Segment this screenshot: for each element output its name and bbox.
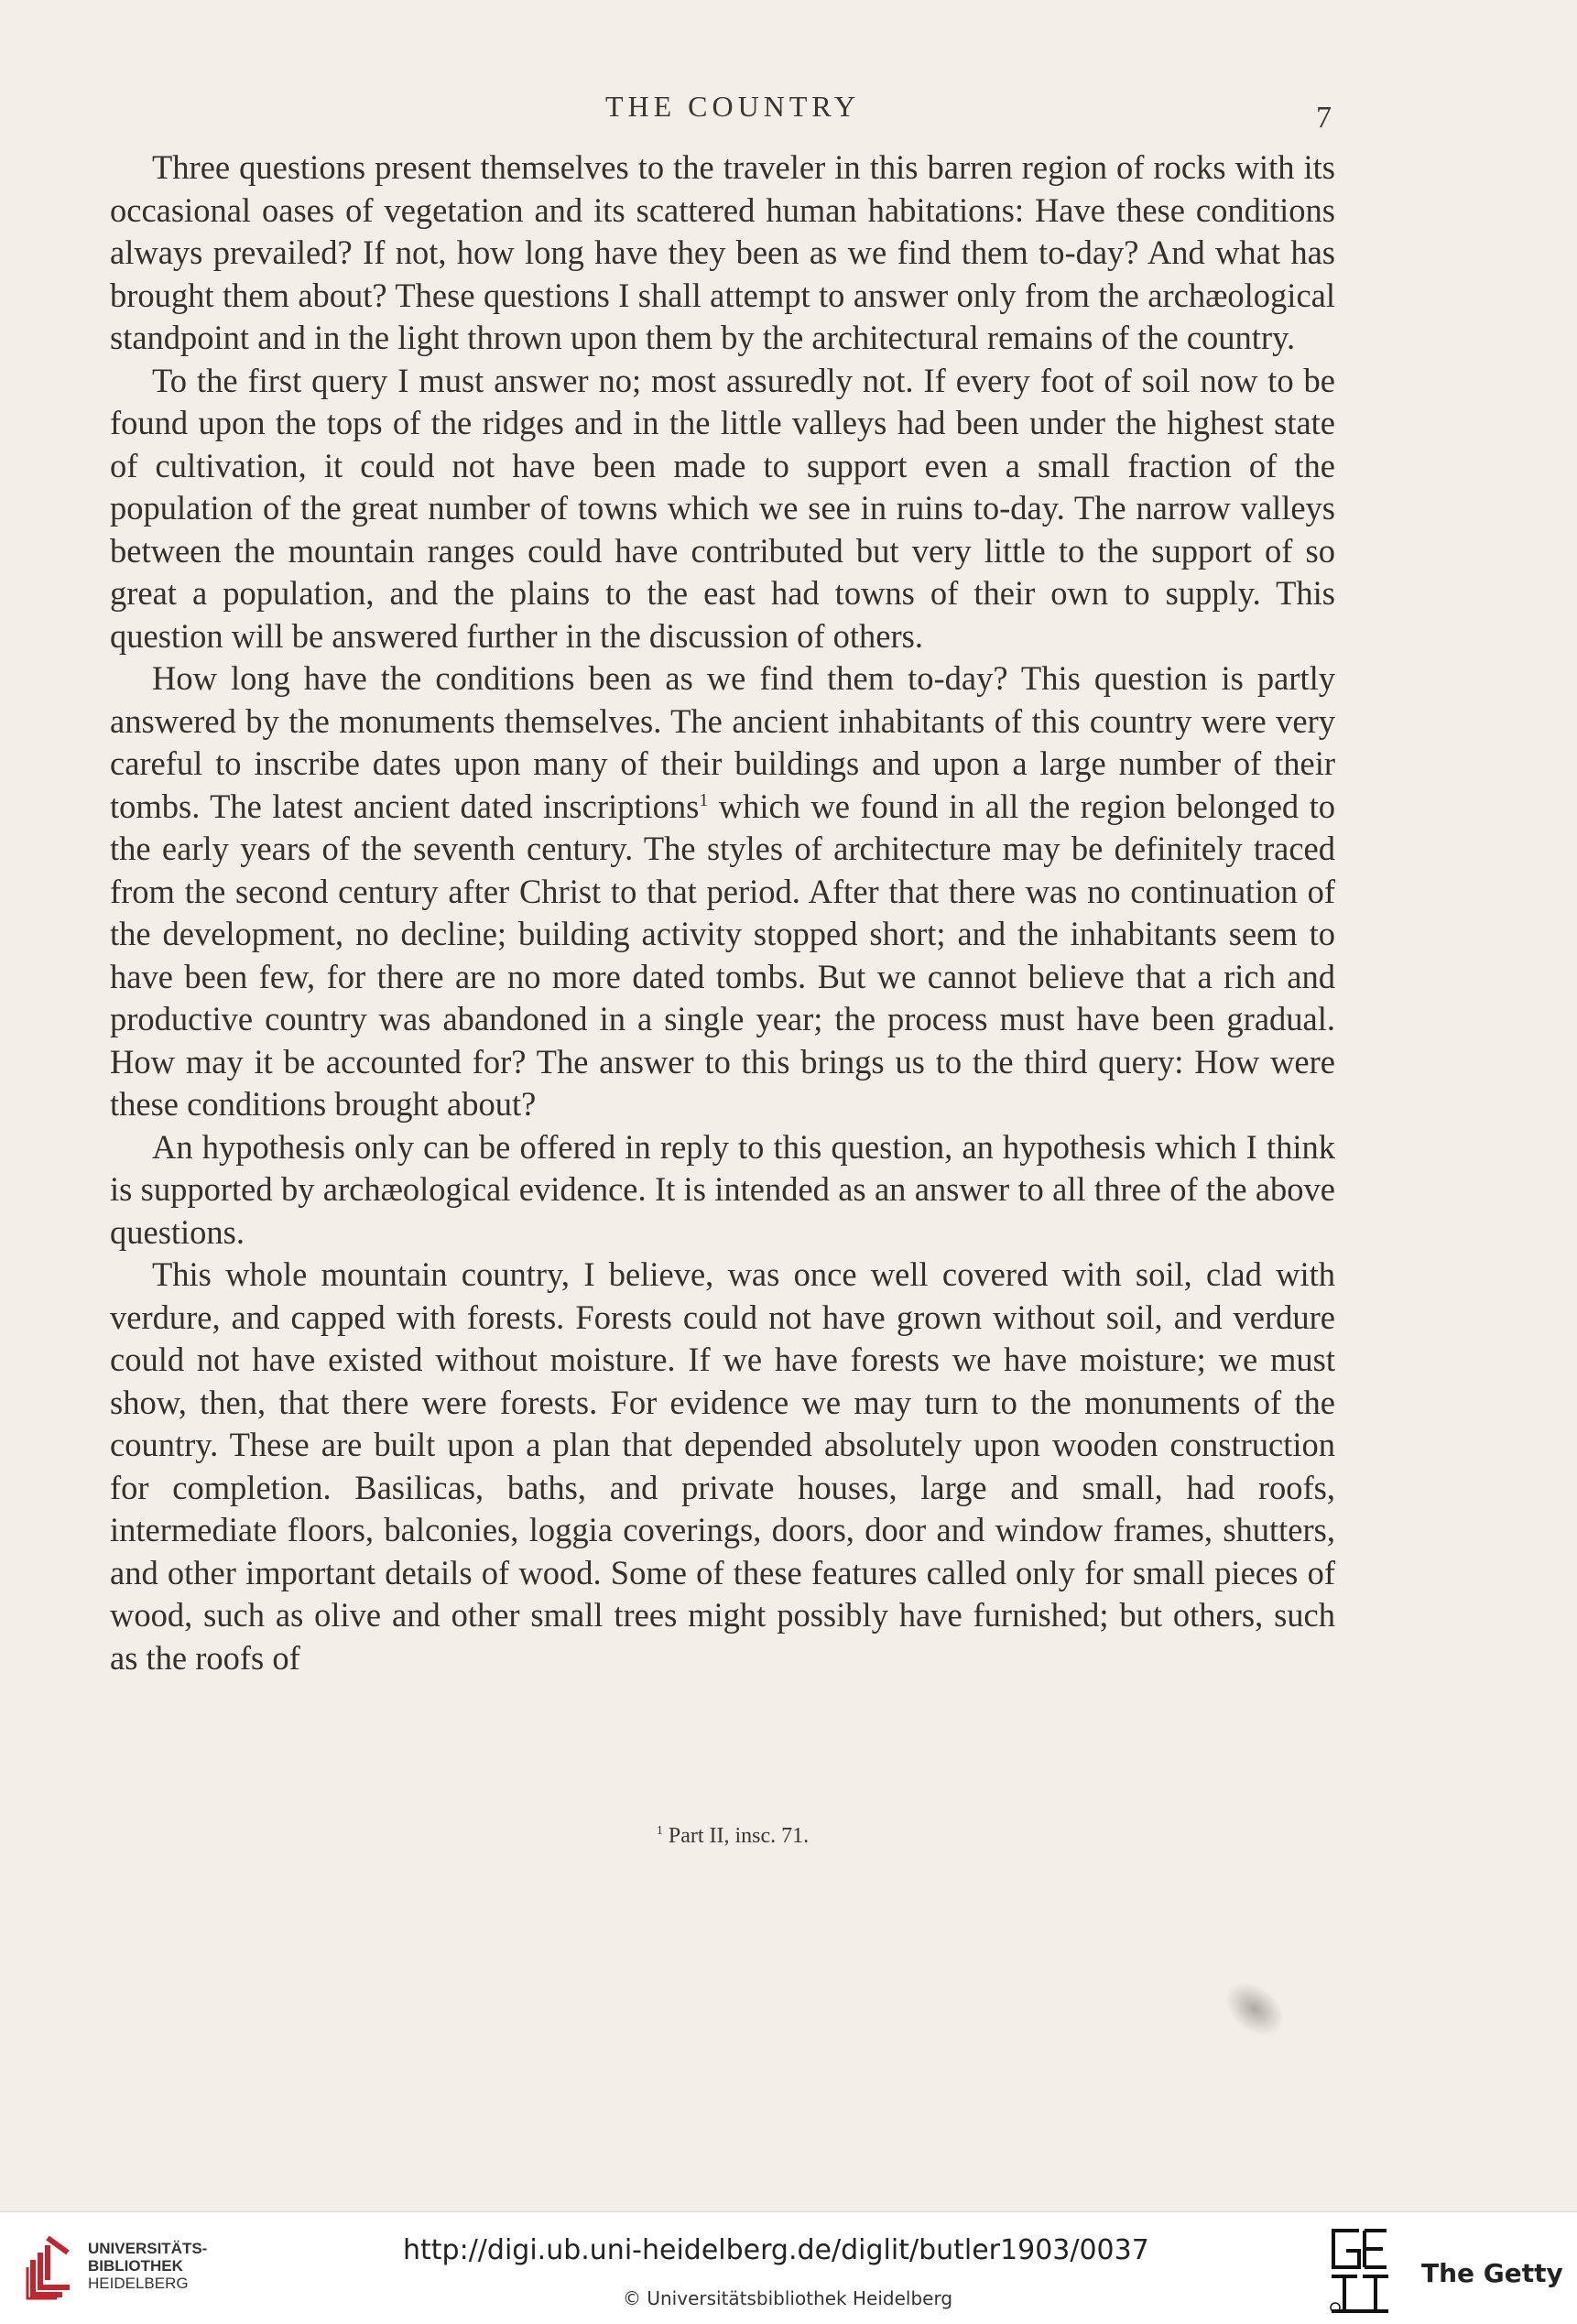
body-text bbox=[110, 147, 1335, 1679]
footnote-mark: 1 bbox=[656, 1824, 663, 1838]
copyright-notice: © Universitätsbibliothek Heidelberg bbox=[623, 2287, 953, 2309]
digitization-footer bbox=[0, 2211, 1577, 2324]
library-name bbox=[88, 2240, 207, 2292]
paragraph-5: This whole mountain country, I believe, was once well covered with soil, clad with verdure, and capped with forests. Forests could not have grown without soil, and verdure could not have existed without moisture. If we have forests we have moisture; we must show, then, that there were forests. For evidence we may turn to the monuments of the country. These are built upon a plan that depended absolutely upon wooden construction for completion. Basilicas, baths, and private houses, large and small, had roofs, intermediate floors, balconies, loggia coverings, doors, door and window frames, shutters, and other important details of wood. Some of these features called only for small pieces of wood, such as olive and other small trees might possibly have furnished; but others, such as the roofs of bbox=[110, 1255, 1335, 1677]
partner-name: The Getty bbox=[1421, 2258, 1563, 2288]
paragraph-3-part-a: How long have the conditions been as we find them to-day? This question is partly answered by the monuments themselves. The ancient inhabitants of this country were very careful to inscribe dates upon many of their buildings and upon a large number of their tombs. The latest ancient dated inscriptions bbox=[110, 659, 1335, 825]
paragraph-4: An hypothesis only can be offered in reply to this question, an hypothesis which I think is supported by archæological evidence. It is intended as an answer to all three of the above questions. bbox=[110, 1127, 1335, 1251]
paragraph-3 bbox=[110, 657, 1335, 1126]
paragraph-2: To the first query I must answer no; most assuredly not. If every foot of soil now to be found upon the tops of the ridges and in the little valleys had been under the highest state of cultivation, it could not have been made to support even a small fraction of the population of the great number of towns which we see in ruins to-day. The narrow valleys between the mountain ranges could have contributed but very little to the support of so great a population, and the plains to the east had towns of their own to supply. This question will be answered further in the discussion of others. bbox=[110, 361, 1335, 655]
library-name-line-1: UNIVERSITÄTS- bbox=[88, 2240, 208, 2257]
footnote bbox=[0, 1824, 1465, 1849]
permalink-link[interactable]: http://digi.ub.uni-heidelberg.de/diglit/butler1903/0037 bbox=[403, 2234, 1149, 2266]
paragraph-1: Three questions present themselves to the traveler in this barren region of rocks with its occasional oases of vegetation and its scattered human habitations: Have these conditions always prevailed? If not, how long have they been as we find them to-day? And what has brought them about? These questions I shall attempt to answer only from the archæological standpoint and in the light thrown upon them by the architectural remains of the country. bbox=[110, 148, 1335, 356]
library-name-line-3: HEIDELBERG bbox=[88, 2275, 189, 2292]
getty-mark-icon[interactable] bbox=[1328, 2227, 1392, 2317]
running-head: THE COUNTRY bbox=[604, 90, 861, 123]
paragraph-3-part-b: which we found in all the region belonged to the early years of the seventh century. The styles of architecture may be definitely traced from the second century after Christ to that period. After that there was no continuation of the development, no decline; building activity stopped short; and the inhabitants seem to have been few, for there are no more dated tombs. But we cannot believe that a rich and productive country was abandoned in a single year; the process must have been gradual. How may it be accounted for? The answer to this brings us to the third query: How were these conditions brought about? bbox=[110, 787, 1335, 1123]
footnote-reference[interactable]: 1 bbox=[699, 789, 709, 810]
library-name-line-2: BIBLIOTHEK bbox=[88, 2257, 183, 2275]
paper-smudge bbox=[1216, 1972, 1294, 2047]
page-number: 7 bbox=[1316, 101, 1332, 135]
footnote-text: Part II, insc. 71. bbox=[662, 1824, 810, 1848]
ub-heidelberg-logo-icon[interactable] bbox=[20, 2232, 75, 2300]
